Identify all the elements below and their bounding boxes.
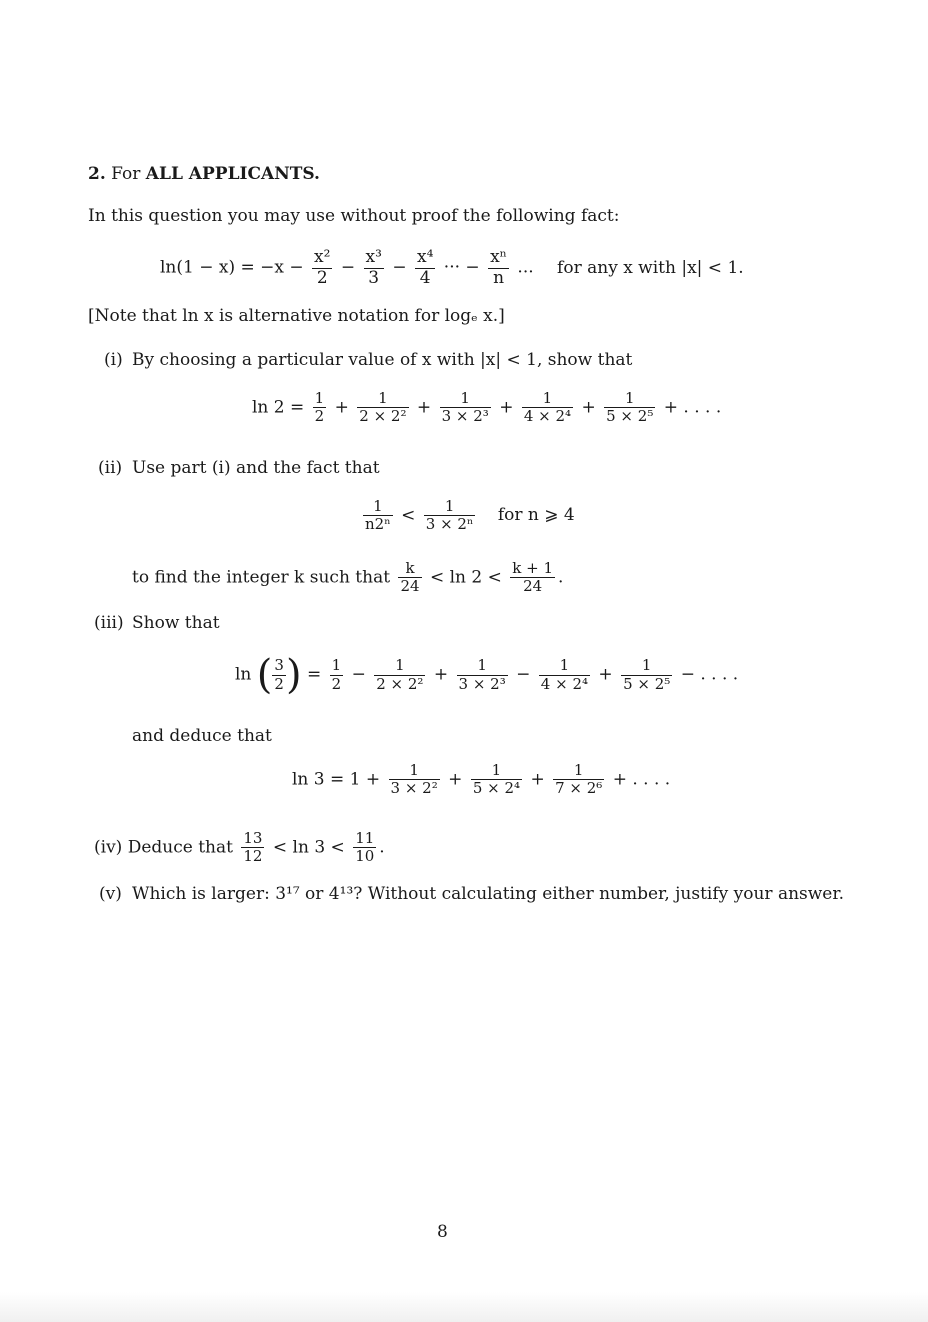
fraction-denominator: 24 bbox=[523, 577, 543, 596]
operator: − bbox=[392, 257, 407, 278]
operator: + bbox=[334, 397, 349, 418]
part-iii-text: Show that bbox=[132, 613, 220, 633]
operator: + . . . . bbox=[663, 397, 722, 418]
part-iv-text: Deduce that bbox=[127, 837, 233, 858]
fraction-denominator: 4 bbox=[419, 267, 431, 288]
fraction-denominator: 5 × 2⁵ bbox=[623, 674, 671, 693]
part-iv-label: (iv) bbox=[94, 837, 123, 858]
fraction-numerator: 1 bbox=[457, 657, 508, 675]
operator: + bbox=[598, 664, 613, 685]
series-term bbox=[440, 390, 491, 426]
series-term bbox=[457, 657, 508, 693]
fraction-numerator: 1 bbox=[440, 390, 491, 408]
fraction-denominator: 12 bbox=[243, 847, 263, 866]
iv-right bbox=[353, 830, 376, 866]
series-term bbox=[539, 657, 590, 693]
ineq-condition: for n ⩾ 4 bbox=[497, 505, 575, 526]
note-text: [Note that ln x is alternative notation for logₑ x.] bbox=[88, 306, 505, 326]
fraction-numerator: 1 bbox=[314, 389, 325, 407]
part-ii-find bbox=[132, 560, 563, 596]
fact-term bbox=[364, 248, 384, 288]
operator: + . . . . bbox=[612, 769, 671, 790]
fact-term bbox=[312, 248, 332, 288]
fraction-numerator: 1 bbox=[374, 657, 425, 675]
fraction-denominator: 24 bbox=[400, 577, 420, 596]
operator: + bbox=[499, 397, 514, 418]
fact-equation bbox=[160, 248, 744, 288]
part-v-text: Which is larger: 3¹⁷ or 4¹³? Without calculating either number, justify your answer. bbox=[132, 884, 845, 904]
fraction-numerator: x⁴ bbox=[416, 247, 434, 267]
fraction-numerator: 1 bbox=[522, 390, 573, 408]
fraction-numerator: 1 bbox=[357, 390, 408, 408]
equals: = bbox=[306, 664, 322, 685]
k-end: . bbox=[558, 567, 564, 588]
fraction-numerator: 1 bbox=[553, 762, 604, 780]
left-paren: ( bbox=[256, 652, 273, 698]
fraction-numerator: x³ bbox=[365, 247, 382, 267]
fact-condition: for any x with |x| < 1. bbox=[557, 257, 744, 278]
fraction-numerator: x² bbox=[314, 247, 331, 267]
fraction-denominator: 5 × 2⁴ bbox=[472, 779, 521, 798]
fraction-numerator: xⁿ bbox=[490, 247, 508, 267]
series-term bbox=[357, 390, 408, 426]
fraction-numerator: 1 bbox=[424, 498, 476, 516]
find-text: to find the integer k such that bbox=[132, 567, 391, 588]
fraction-denominator: 7 × 2⁶ bbox=[555, 779, 603, 798]
k-right bbox=[510, 560, 555, 596]
fraction-denominator: 4 × 2⁴ bbox=[540, 674, 589, 693]
fraction-numerator: 1 bbox=[471, 762, 522, 780]
operator: + bbox=[530, 769, 545, 790]
part-iv bbox=[94, 830, 385, 866]
iv-left bbox=[241, 830, 264, 866]
ineq-right bbox=[424, 498, 476, 534]
operator: ··· − bbox=[443, 257, 480, 278]
fraction-numerator: 1 bbox=[389, 762, 440, 780]
log-argument bbox=[272, 657, 286, 693]
part-i-label: (i) bbox=[104, 350, 123, 370]
part-iii-label: (iii) bbox=[94, 613, 124, 633]
series-term bbox=[522, 390, 573, 426]
fraction-numerator: 3 bbox=[274, 656, 284, 675]
ineq-left bbox=[363, 498, 393, 534]
series-term bbox=[471, 762, 522, 798]
intro-text: In this question you may use without proof the following fact: bbox=[88, 206, 620, 226]
k-mid: < ln 2 < bbox=[429, 567, 502, 588]
part-ii-text: Use part (i) and the fact that bbox=[132, 458, 380, 478]
operator: + bbox=[581, 397, 596, 418]
page-number: 8 bbox=[437, 1222, 448, 1242]
part-i-text: By choosing a particular value of x with |x| < 1, show that bbox=[132, 350, 633, 370]
part-i-equation bbox=[252, 390, 721, 426]
fraction-denominator: 3 × 2³ bbox=[441, 407, 489, 426]
eq-lhs: ln bbox=[235, 664, 252, 685]
fraction-denominator: n2ⁿ bbox=[365, 515, 391, 534]
operator: − bbox=[516, 664, 531, 685]
k-left bbox=[398, 560, 421, 596]
fraction-denominator: 2 bbox=[274, 674, 284, 693]
fact-term bbox=[488, 248, 509, 288]
fraction-denominator: 10 bbox=[355, 847, 375, 866]
fact-term bbox=[415, 248, 435, 288]
operator: + bbox=[433, 664, 449, 685]
operator: − bbox=[351, 664, 366, 685]
operator: ... bbox=[517, 257, 534, 278]
fraction-denominator: 4 × 2⁴ bbox=[523, 407, 572, 426]
heading-bold-text: ALL APPLICANTS. bbox=[145, 164, 320, 184]
fraction-numerator: 13 bbox=[243, 829, 263, 847]
deduce-text: and deduce that bbox=[132, 726, 272, 746]
fraction-denominator: 2 bbox=[316, 267, 328, 288]
fraction-numerator: 1 bbox=[539, 657, 590, 675]
series-term bbox=[389, 762, 440, 798]
series-term bbox=[374, 657, 425, 693]
fraction-numerator: 1 bbox=[604, 390, 655, 408]
part-iii-equation bbox=[235, 652, 739, 698]
fraction-numerator: 1 bbox=[363, 498, 393, 516]
fraction-denominator: 2 bbox=[331, 674, 342, 693]
part-ii-inequality bbox=[360, 498, 575, 534]
operator: − . . . . bbox=[680, 664, 739, 685]
fraction-numerator: 11 bbox=[355, 829, 375, 847]
question-number: 2. bbox=[88, 164, 106, 184]
series-term bbox=[621, 657, 672, 693]
fraction-denominator: 3 × 2³ bbox=[458, 674, 506, 693]
eq-lhs: ln 3 = 1 + bbox=[292, 769, 381, 790]
question-heading bbox=[88, 166, 320, 183]
eq-lhs: ln 2 = bbox=[252, 397, 305, 418]
heading-text: For bbox=[111, 164, 141, 184]
fraction-denominator: n bbox=[493, 267, 505, 288]
fraction-numerator: k + 1 bbox=[512, 559, 554, 577]
fraction-denominator: 2 bbox=[314, 407, 325, 426]
fraction-numerator: 1 bbox=[621, 657, 672, 675]
series-term bbox=[313, 390, 327, 426]
part-iii-equation-2 bbox=[292, 762, 670, 798]
part-v-label: (v) bbox=[99, 884, 122, 904]
iv-end: . bbox=[379, 837, 385, 858]
operator: − bbox=[340, 257, 356, 278]
right-paren: ) bbox=[285, 652, 302, 698]
page-bottom-shadow bbox=[0, 1292, 928, 1322]
iv-mid: < ln 3 < bbox=[272, 837, 345, 858]
fraction-denominator: 3 × 2ⁿ bbox=[425, 515, 474, 534]
fraction-denominator: 2 × 2² bbox=[376, 674, 424, 693]
fraction-denominator: 5 × 2⁵ bbox=[606, 407, 654, 426]
fraction-denominator: 2 × 2² bbox=[359, 407, 407, 426]
operator: + bbox=[448, 769, 463, 790]
operator: < bbox=[401, 505, 416, 526]
fact-lhs: ln(1 − x) = −x − bbox=[160, 257, 304, 278]
fraction-numerator: 1 bbox=[331, 656, 342, 675]
operator: + bbox=[416, 397, 432, 418]
series-term bbox=[330, 657, 344, 693]
fraction-numerator: k bbox=[398, 560, 421, 578]
series-term bbox=[604, 390, 655, 426]
fraction-denominator: 3 × 2² bbox=[390, 779, 438, 798]
part-ii-label: (ii) bbox=[98, 458, 123, 478]
series-term bbox=[553, 762, 604, 798]
fraction-denominator: 3 bbox=[368, 267, 380, 288]
